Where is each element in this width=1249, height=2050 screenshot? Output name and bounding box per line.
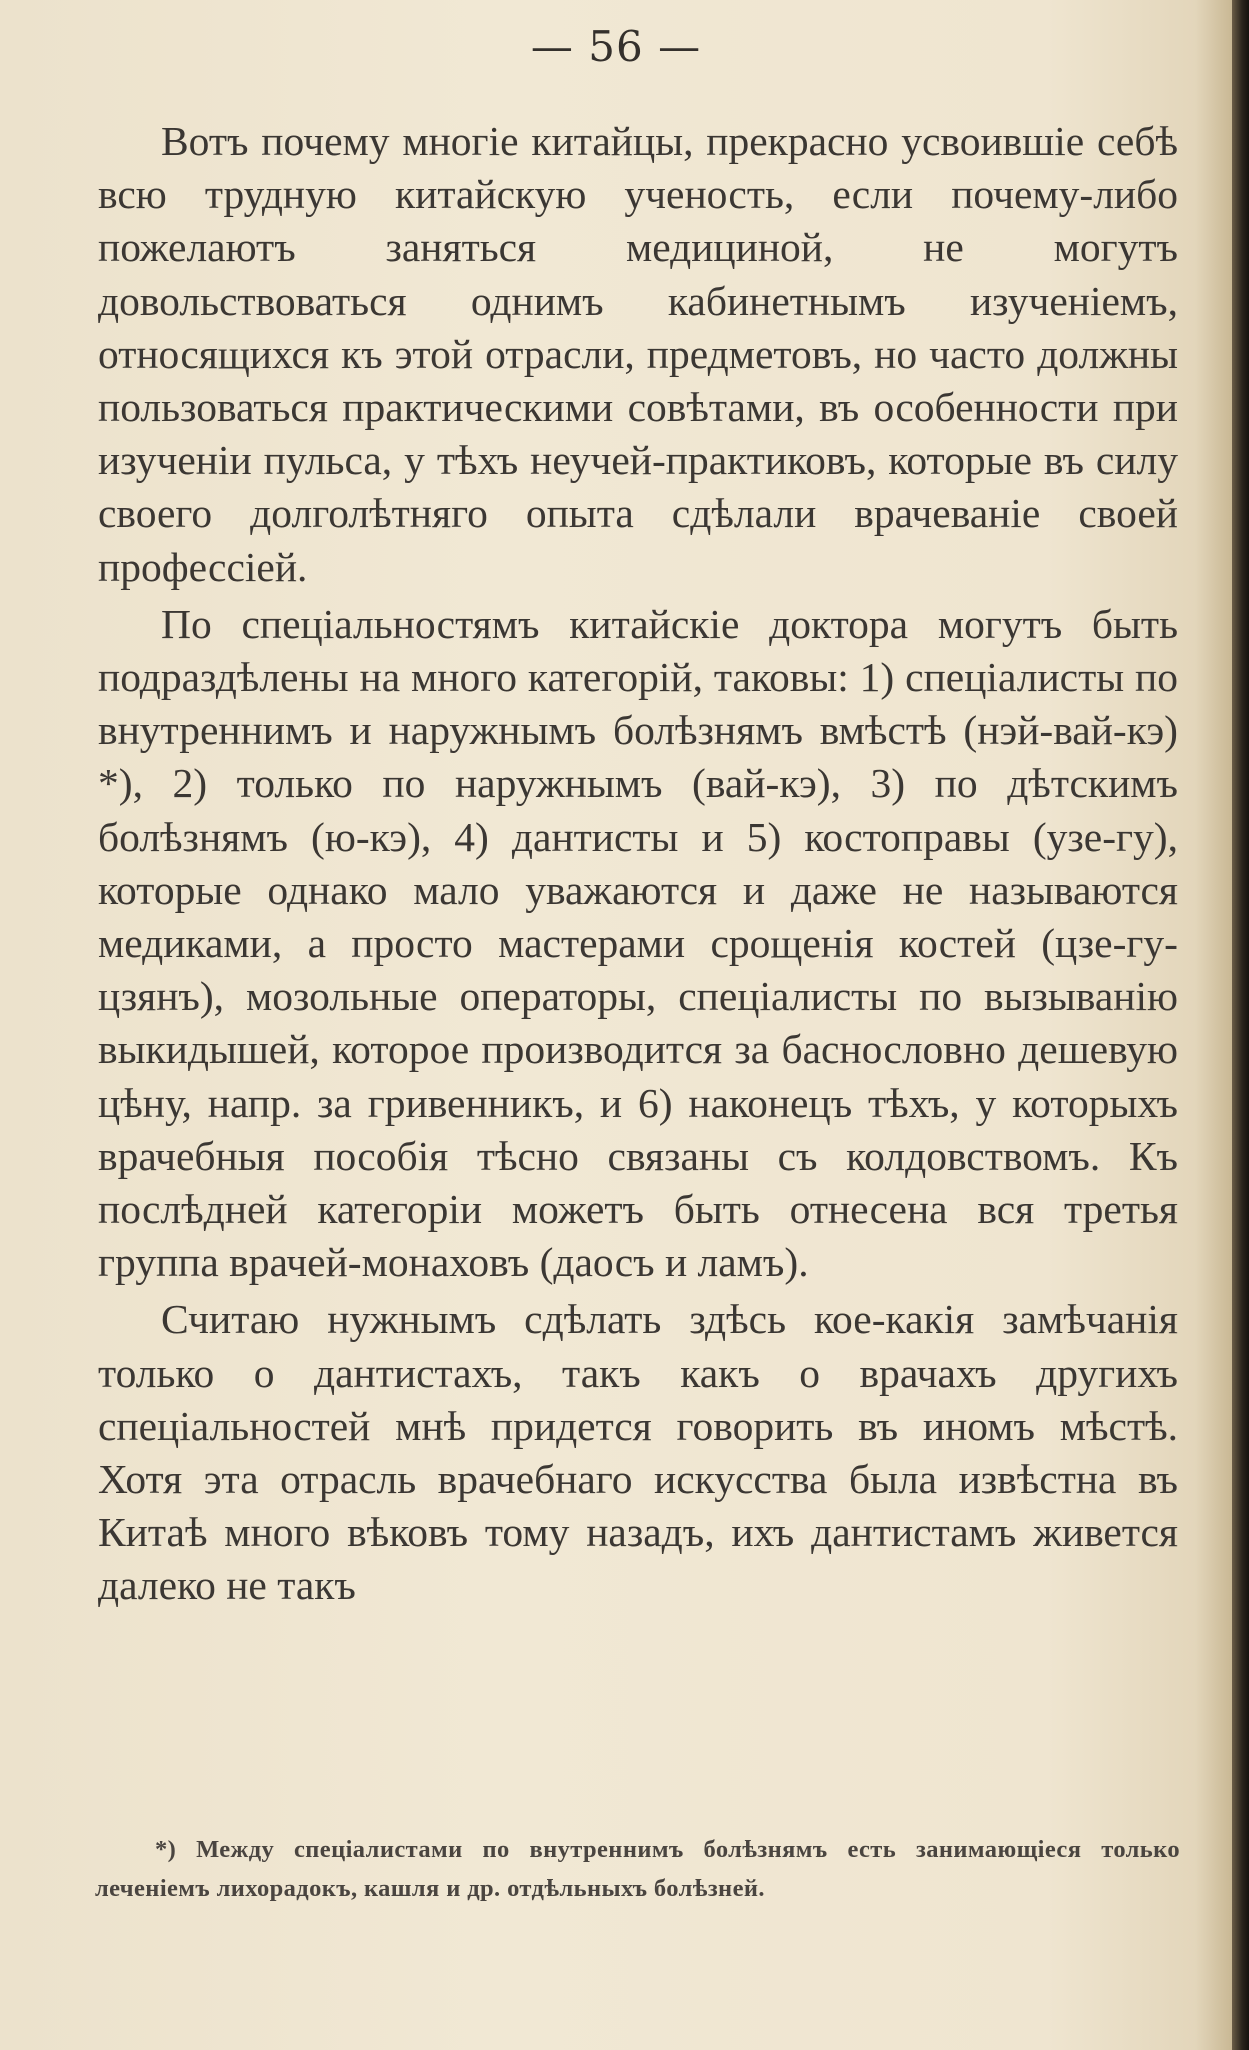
page-number: — 56 — bbox=[530, 22, 702, 71]
book-edge bbox=[1232, 0, 1249, 2050]
footnote: *) Между спеціалистами по внутреннимъ болѣзнямъ есть занимающіеся только леченіемъ лихорадокъ, кашля и др. отдѣльныхъ болѣзней. bbox=[95, 1836, 1180, 1902]
body-text bbox=[98, 115, 1178, 1617]
paragraph-3: Считаю нужнымъ сдѣлать здѣсь кое-какія замѣчанія только о дантистахъ, такъ какъ о врачахъ другихъ спеціальностей мнѣ придется говорить въ иномъ мѣстѣ. Хотя эта отрасль врачебнаго искусства была извѣстна въ Китаѣ много вѣковъ тому назадъ, ихъ дантистамъ живется далеко не такъ bbox=[98, 1296, 1178, 1609]
paragraph-2: По спеціальностямъ китайскіе доктора могутъ быть подраздѣлены на много категорій, таковы: 1) спеціалисты по внутреннимъ и наружнымъ болѣзнямъ вмѣстѣ (нэй-вай-кэ) *), 2) только по наружнымъ (вай-кэ), 3) по дѣтскимъ болѣзнямъ (ю-кэ), 4) дантисты и 5) костоправы (узе-гу), которые однако мало уважаются и даже не называются медиками, а просто мастерами срощенія костей (цзе-гу-цзянъ), мозольные операторы, спеціалисты по вызыванію выкидышей, которое производится за баснословно дешевую цѣну, напр. за гривенникъ, и 6) наконецъ тѣхъ, у которыхъ врачебныя пособія тѣсно связаны съ колдовствомъ. Къ послѣдней категоріи можетъ быть отнесена вся третья группа врачей-монаховъ (даосъ и ламъ). bbox=[98, 600, 1178, 1286]
paragraph-1: Вотъ почему многіе китайцы, прекрасно усвоившіе себѣ всю трудную китайскую ученость, если почему-либо пожелаютъ заняться медициной, не могутъ довольствоваться однимъ кабинетнымъ изученіемъ, относящихся къ этой отрасли, предметовъ, но часто должны пользоваться практическими совѣтами, въ особенности при изученіи пульса, у тѣхъ неучей-практиковъ, которые въ силу своего долголѣтняго опыта сдѣлали врачеваніе своей профессіей. bbox=[98, 118, 1178, 590]
